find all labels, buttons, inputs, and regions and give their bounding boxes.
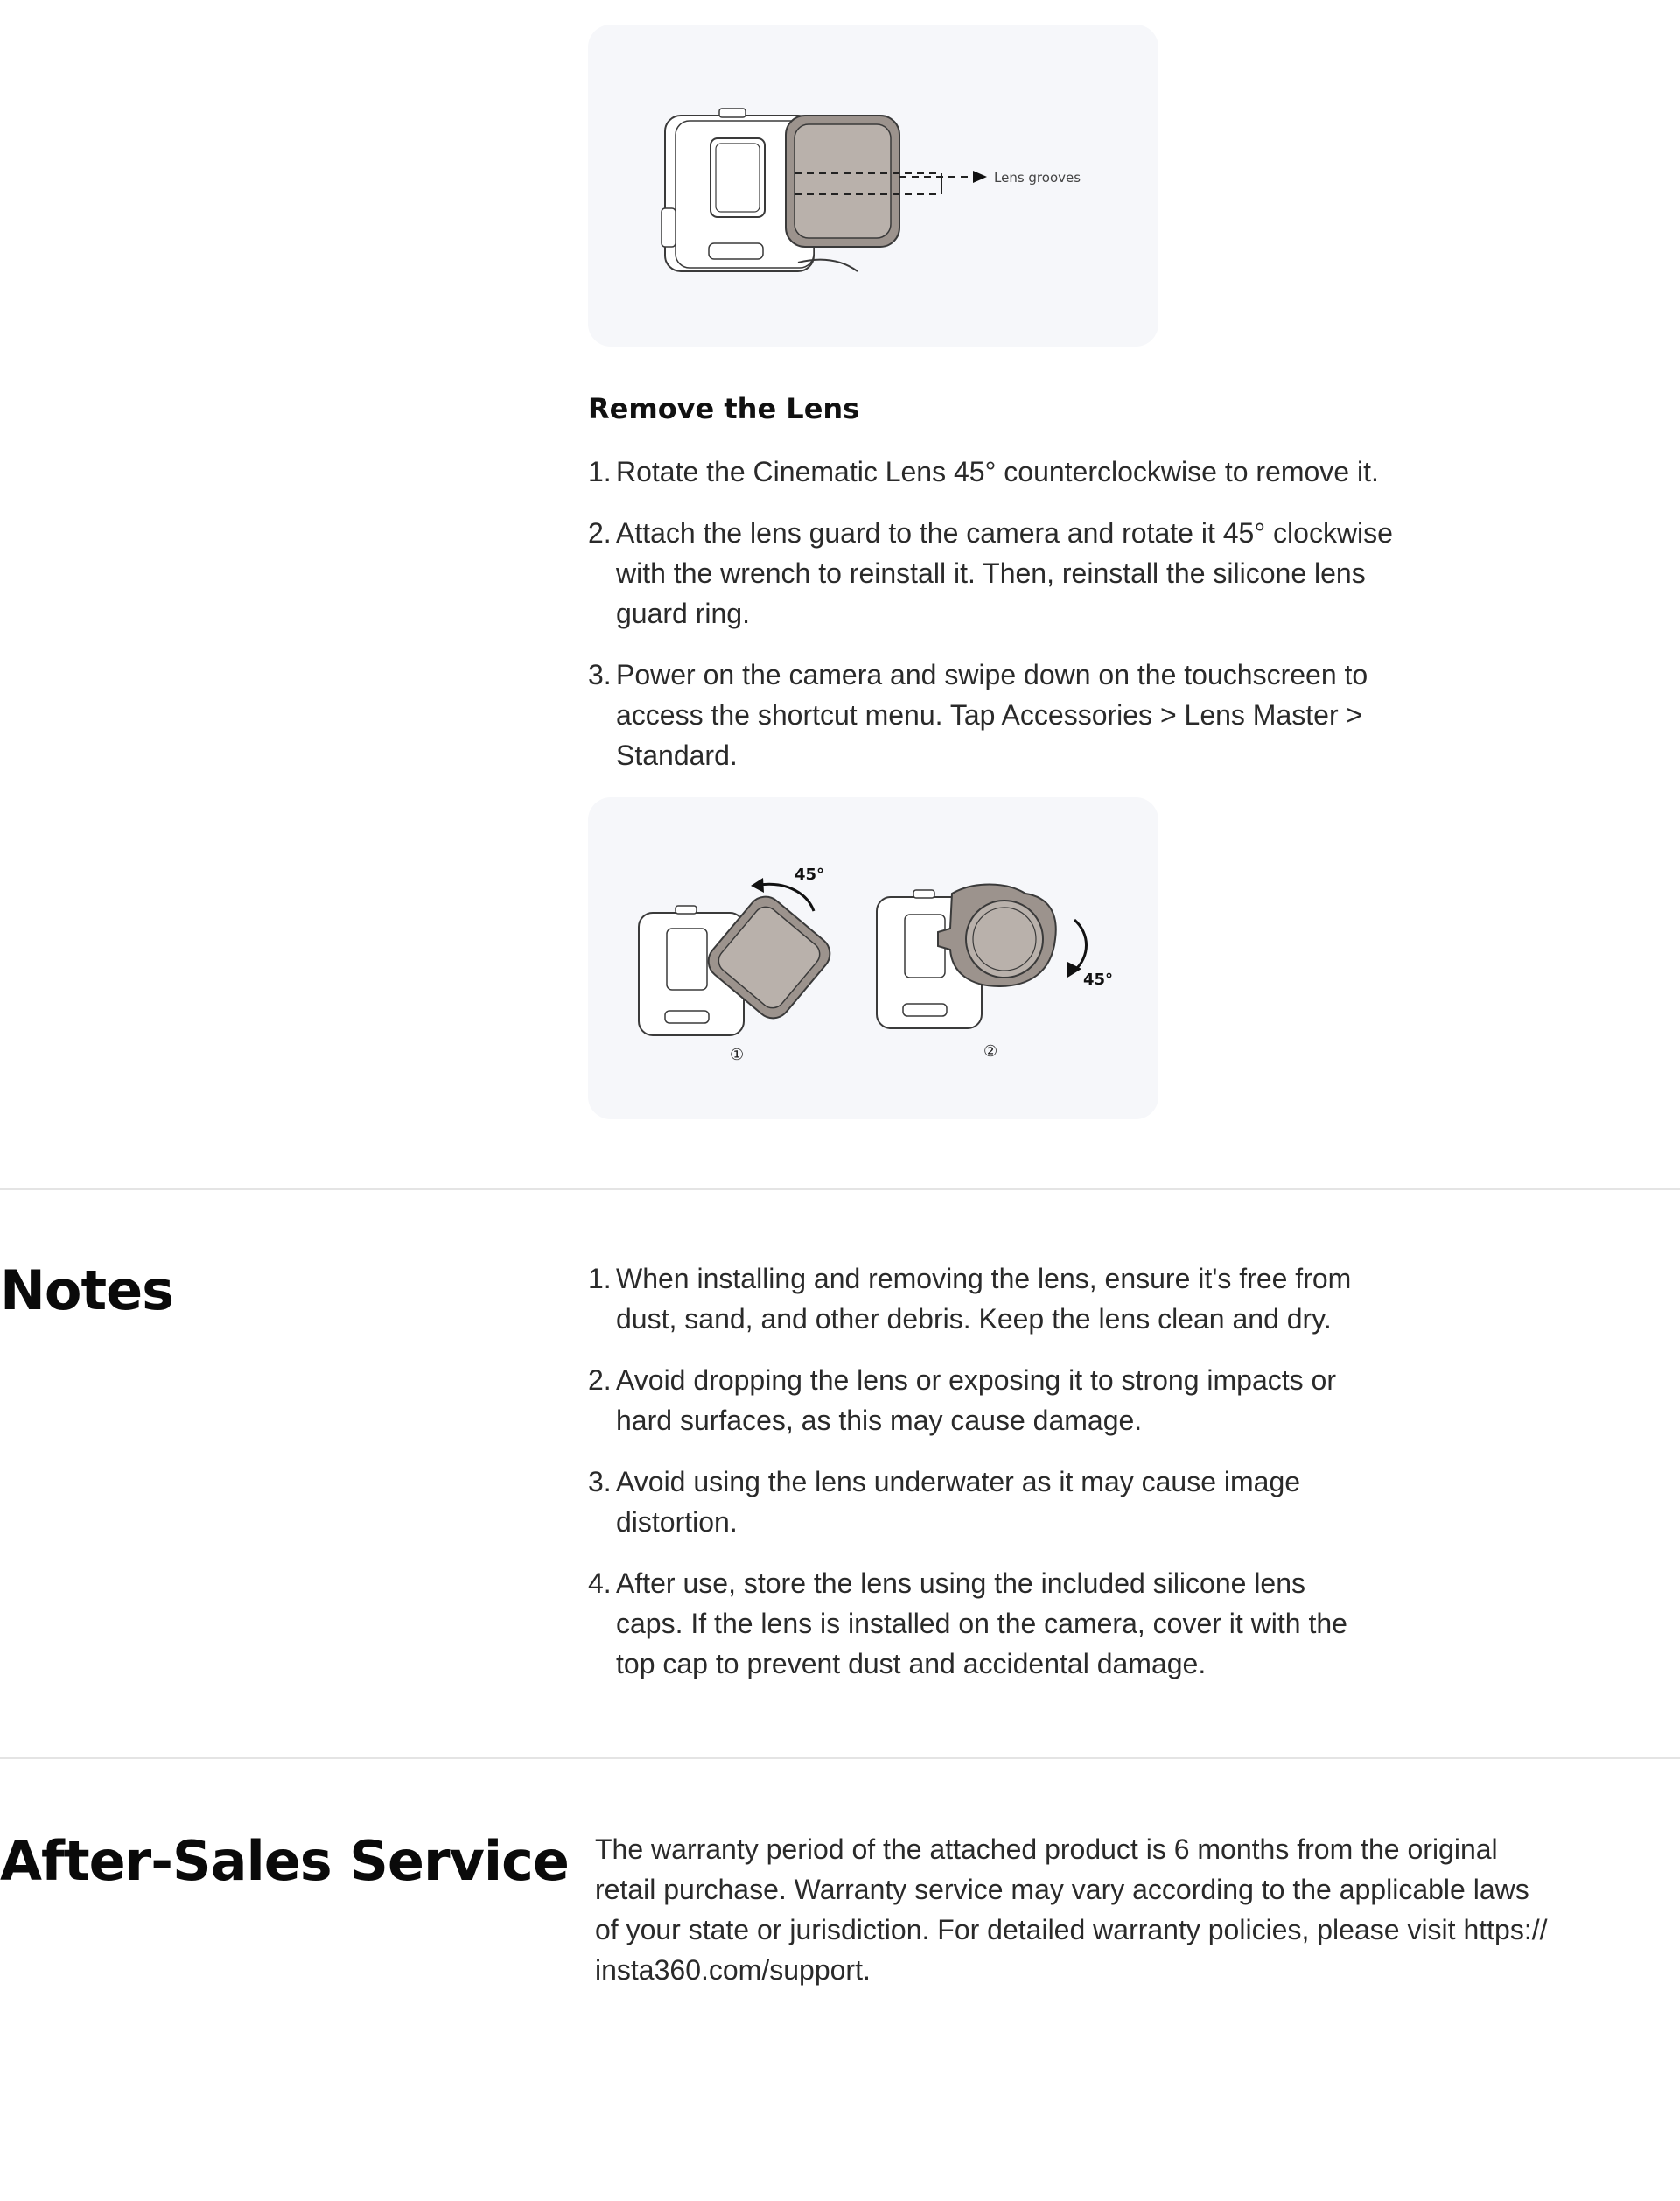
step-marker-1: ① bbox=[730, 1046, 745, 1064]
note-text: Avoid dropping the lens or exposing it to strong impacts or hard surfaces, as this may cause damage. bbox=[616, 1364, 1336, 1436]
step-number: 3. bbox=[588, 659, 612, 690]
angle-label-1: 45° bbox=[794, 866, 825, 884]
list-item bbox=[588, 655, 1393, 775]
note-number: 3. bbox=[588, 1466, 612, 1497]
notes-list bbox=[588, 1258, 1376, 1705]
remove-lens-steps bbox=[588, 452, 1393, 796]
after-sales-title: After-Sales Service bbox=[0, 1829, 569, 1893]
section-divider bbox=[0, 1188, 1680, 1190]
rotate-lens-drawing bbox=[588, 797, 1158, 1119]
step-number: 2. bbox=[588, 517, 612, 549]
step-text: Rotate the Cinematic Lens 45° counterclockwise to remove it. bbox=[616, 456, 1379, 487]
list-item bbox=[588, 1563, 1376, 1684]
step-text: Attach the lens guard to the camera and rotate it 45° clockwise with the wrench to reinstall it. Then, reinstall the silicone lens guard ring. bbox=[616, 517, 1393, 629]
note-text: When installing and removing the lens, ensure it's free from dust, sand, and other debris. Keep the lens clean and dry. bbox=[616, 1263, 1352, 1335]
note-text: Avoid using the lens underwater as it may cause image distortion. bbox=[616, 1466, 1301, 1538]
note-number: 2. bbox=[588, 1364, 612, 1396]
list-item bbox=[588, 1461, 1376, 1542]
step-marker-2: ② bbox=[984, 1042, 998, 1061]
camera-with-lens-drawing bbox=[588, 25, 1158, 347]
angle-label-2: 45° bbox=[1083, 971, 1114, 989]
lens-grooves-label: Lens grooves bbox=[994, 170, 1082, 186]
camera-2 bbox=[877, 885, 1113, 1062]
remove-lens-heading: Remove the Lens bbox=[588, 392, 860, 425]
list-item bbox=[588, 1258, 1376, 1339]
camera-1 bbox=[639, 866, 836, 1064]
step-number: 1. bbox=[588, 456, 612, 487]
note-text: After use, store the lens using the included silicone lens caps. If the lens is installed on the camera, cover it with the top cap to prevent dust and accidental damage. bbox=[616, 1567, 1348, 1679]
rotate-lens-illustration bbox=[588, 797, 1158, 1119]
notes-title: Notes bbox=[0, 1258, 174, 1322]
list-item bbox=[588, 513, 1393, 634]
warranty-paragraph: The warranty period of the attached product is 6 months from the original retail purchase. Warranty service may vary according to the applicable laws of your state or jurisdiction. For detailed warranty policies, please visit https:// insta360.com/support. bbox=[595, 1833, 1548, 1986]
list-item bbox=[588, 1360, 1376, 1440]
list-item bbox=[588, 452, 1393, 492]
note-number: 1. bbox=[588, 1263, 612, 1294]
note-number: 4. bbox=[588, 1567, 612, 1599]
step-text: Power on the camera and swipe down on the touchscreen to access the shortcut menu. Tap Accessories > Lens Master > Standard. bbox=[616, 659, 1368, 771]
lens-grooves-illustration bbox=[588, 25, 1158, 347]
section-divider bbox=[0, 1757, 1680, 1759]
